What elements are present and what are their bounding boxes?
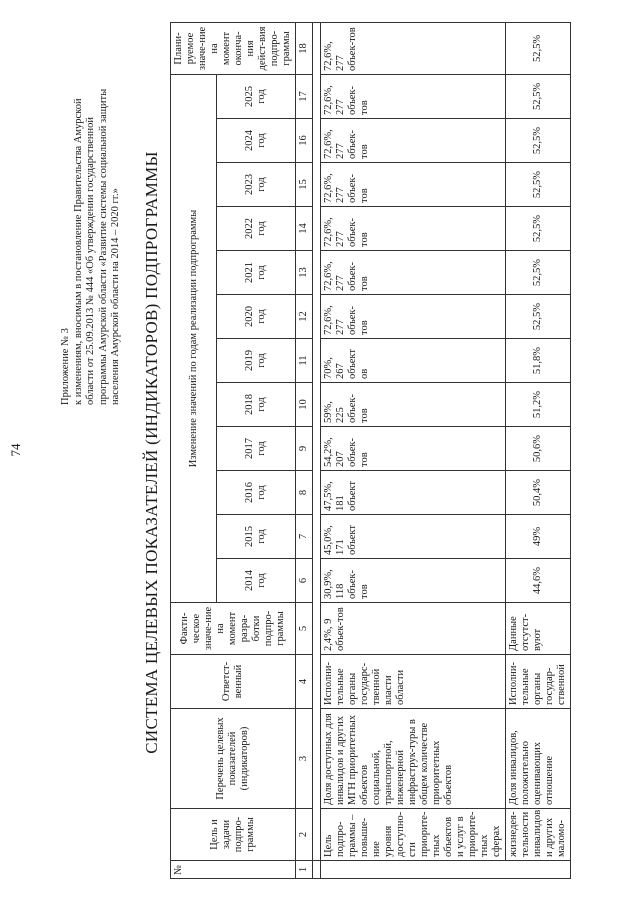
col-number: 12 [296,295,313,339]
col-number: 8 [296,471,313,515]
goal-cell: Цель подпро-граммы – повыше-ние уровня доступно-сти приорите-тных объектов и услуг в приорите-тных сферах [321,809,506,861]
goal-cell: жизнедея-тельности инвалидов и других маломо- [506,809,571,861]
value-cell: 72,6%, 277 объек-тов [321,251,506,295]
header-num: № [171,861,296,879]
value-cell: 52,5% [506,251,571,295]
value-cell: 72,6%, 277 объек-тов [321,207,506,251]
planned-cell: 72,6%, 277 объек-тов [321,22,506,74]
blank-row [313,22,321,878]
blank-cell [313,22,321,860]
header-indicator: Перечень целевых показателей (индикаторов) [171,709,296,809]
value-cell: 45,0%, 171 объект [321,515,506,559]
col-number: 11 [296,339,313,383]
header-year: 2022 год [217,207,296,251]
value-cell: 72,6%, 277 объек-тов [321,295,506,339]
value-cell: 50,6% [506,427,571,471]
value-cell: 70%, 267 объект ов [321,339,506,383]
appendix-line: к изменениям, вносимым в постановление Правительства Амурской [72,98,84,405]
col-number: 18 [296,22,313,74]
value-cell: 72,6%, 277 объек-тов [321,163,506,207]
value-cell: 52,5% [506,295,571,339]
header-year: 2023 год [217,163,296,207]
actual-cell: 2,4%, 9 объек-тов [321,603,506,655]
table-row [321,22,506,878]
value-cell: 30,9%, 118 объек-тов [321,559,506,603]
value-cell: 52,5% [506,207,571,251]
column-numbers-row [296,22,313,878]
col-number: 1 [296,861,313,879]
appendix-line: населения Амурской области на 2014 – 2020 гг.» [110,188,121,405]
value-cell: 44,6% [506,559,571,603]
appendix-line: Приложение № 3 [60,328,71,405]
col-number: 14 [296,207,313,251]
table-row [506,22,571,878]
col-number: 4 [296,655,313,709]
col-number: 2 [296,809,313,861]
col-number: 3 [296,709,313,809]
page-title: СИСТЕМА ЦЕЛЕВЫХ ПОКАЗАТЕЛЕЙ (ИНДИКАТОРОВ) ПОДПРОГРАММЫ [142,151,161,754]
header-year: 2015 год [217,515,296,559]
col-number: 10 [296,383,313,427]
col-number: 5 [296,603,313,655]
row-num-cell [321,861,571,879]
header-actual: Факти-ческое значе-ние на момент разра-ботки подпро-граммы [171,603,296,655]
header-planned: Плани-руемое значе-ние на момент оконча-ния дейст-вия подпро-граммы [171,22,296,74]
appendix-line: программы Амурской области «Развитие системы социальной защиты [97,88,109,405]
appendix-note [60,25,123,405]
indicators-table [170,22,571,879]
planned-cell: 52,5% [506,22,571,74]
value-cell: 49% [506,515,571,559]
value-cell: 52,5% [506,163,571,207]
col-number: 15 [296,163,313,207]
header-year: 2018 год [217,383,296,427]
header-row [171,22,217,878]
value-cell: 72,6%, 277 объек-тов [321,119,506,163]
header-year: 2014 год [217,559,296,603]
col-number: 9 [296,427,313,471]
header-responsible: Ответст-венный [171,655,296,709]
value-cell: 59%, 225 объек-тов [321,383,506,427]
col-number: 16 [296,119,313,163]
col-number: 7 [296,515,313,559]
responsible-cell: Исполни-тельные органы государ-ственной [506,655,571,709]
appendix-line: области от 25.09.2013 № 444 «Об утверждении государственной [85,117,96,405]
header-year: 2019 год [217,339,296,383]
indicator-cell: Доля доступных для инвалидов и других МГН приоритетных объектов социальной, транспортной, инженерной инфраструк-туры в общем количестве приоритетных объектов [321,709,506,809]
value-cell: 50,4% [506,471,571,515]
header-changes: Изменение значений по годам реализации подпрограммы [171,74,217,602]
header-year: 2024 год [217,119,296,163]
blank-cell [313,861,321,879]
header-year: 2025 год [217,74,296,118]
value-cell: 51,8% [506,339,571,383]
header-year: 2016 год [217,471,296,515]
header-year: 2021 год [217,251,296,295]
page-number: 74 [8,443,23,457]
col-number: 13 [296,251,313,295]
value-cell: 52,5% [506,74,571,118]
responsible-cell: Исполни-тельные органы государс-твенной власти области [321,655,506,709]
value-cell: 52,5% [506,119,571,163]
value-cell: 54,2%, 207 объек-тов [321,427,506,471]
header-goal: Цель и задачи подпро-граммы [171,809,296,861]
indicator-cell: Доля инвалидов, положительно оценивающих отношение [506,709,571,809]
header-year: 2020 год [217,295,296,339]
value-cell: 47,5%, 181 объект [321,471,506,515]
value-cell: 72,6%, 277 объек-тов [321,74,506,118]
header-year: 2017 год [217,427,296,471]
actual-cell: Данные отсутст-вуют [506,603,571,655]
col-number: 17 [296,74,313,118]
col-number: 6 [296,559,313,603]
value-cell: 51,2% [506,383,571,427]
